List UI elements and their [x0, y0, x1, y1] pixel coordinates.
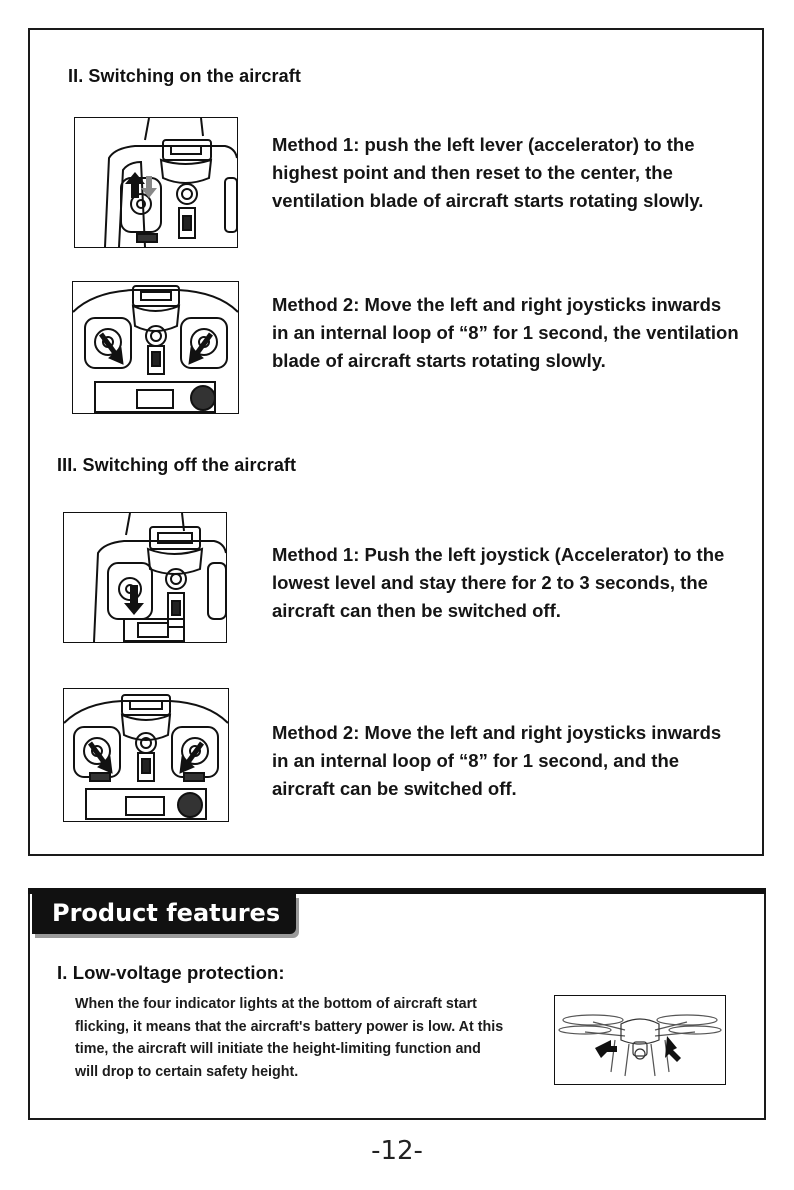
drone-indicator-lights-image	[554, 995, 726, 1085]
switch-off-method-2-text: Method 2: Move the left and right joysticks inwards in an internal loop of “8” for 1 second, and the aircraft can be switched off.	[272, 722, 722, 799]
remote-throttle-down-image	[63, 512, 227, 643]
page-number: -12-	[371, 1136, 423, 1166]
heading-switch-off: III. Switching off the aircraft	[57, 455, 297, 475]
low-voltage-description: When the four indicator lights at the bottom of aircraft start flicking, it means that the aircraft's battery power is low. At this time, the aircraft will initiate the height-limiting function and will drop to certain safety height.	[75, 996, 504, 1080]
switch-on-method-2-text: Method 2: Move the left and right joysticks inwards in an internal loop of “8” for 1 second, the ventilation blade of aircraft starts rotating slowly.	[272, 294, 739, 371]
remote-joysticks-inward-off-image	[63, 688, 229, 822]
heading-low-voltage: I. Low-voltage protection:	[57, 962, 285, 983]
heading-switch-on: II. Switching on the aircraft	[68, 66, 301, 86]
switch-on-method-1-text: Method 1: push the left lever (accelerator) to the highest point and then reset to the center, the ventilation blade of aircraft starts rotating slowly.	[272, 134, 704, 211]
switch-off-method-1-text: Method 1: Push the left joystick (Accelerator) to the lowest level and stay there for 2 to 3 seconds, the aircraft can then be switched off.	[272, 544, 725, 621]
banner-title: Product features	[52, 899, 281, 927]
remote-joysticks-inward-image	[72, 281, 239, 414]
remote-throttle-up-image	[74, 117, 238, 248]
product-features-banner	[32, 894, 296, 934]
